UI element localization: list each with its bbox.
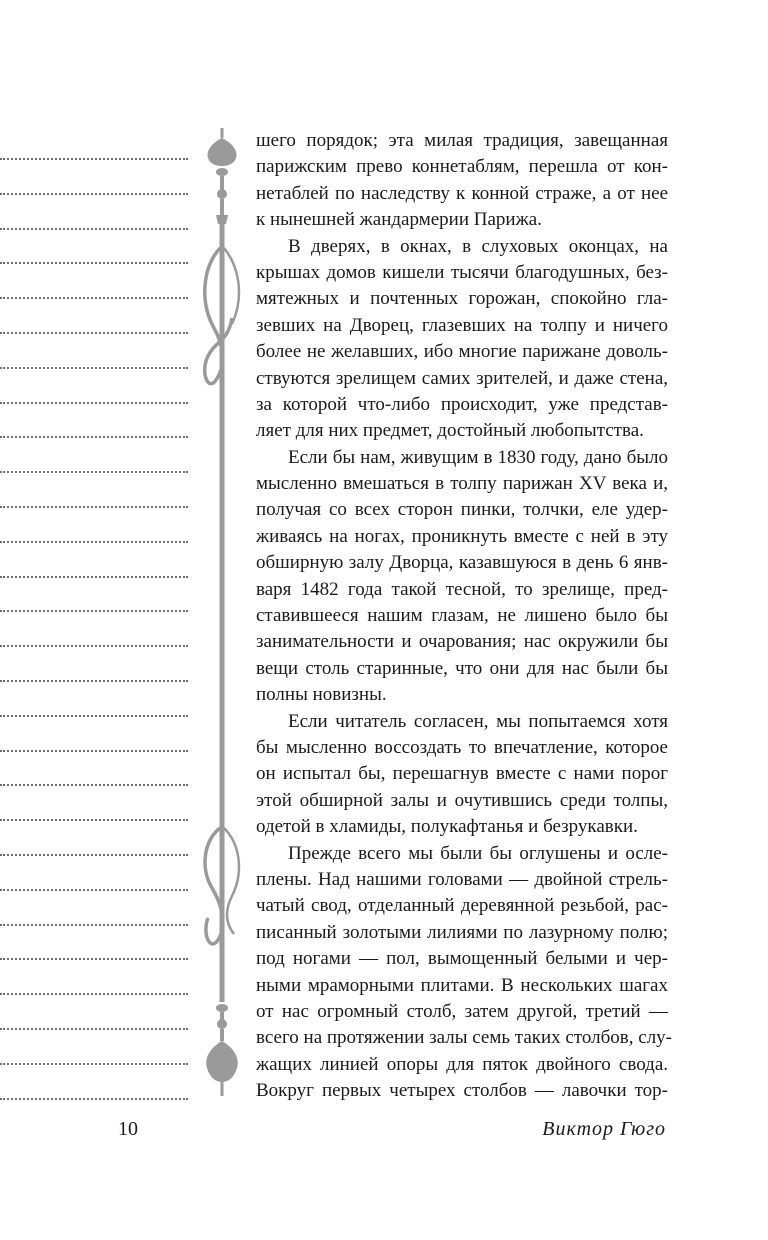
note-line (0, 958, 188, 960)
text-line: получая со всех сторон пинки, толчки, еле удер- (256, 499, 668, 521)
text-line: варя 1482 года такой тесной, то зрелище, пред- (256, 578, 668, 600)
text-line: за которой что-либо происходит, уже представ- (256, 393, 668, 415)
note-line (0, 610, 188, 612)
note-line (0, 819, 188, 821)
note-line (0, 158, 188, 160)
note-line (0, 541, 188, 543)
text-line: зевших на Дворец, глазевших на толпу и ничего (256, 314, 668, 336)
note-line (0, 506, 188, 508)
body-text (256, 128, 673, 1104)
text-line: плены. Над нашими головами — двойной стрель- (256, 868, 668, 890)
note-line (0, 471, 188, 473)
text-line: Если бы нам, живущим в 1830 году, дано было (288, 446, 668, 468)
note-line (0, 680, 188, 682)
text-line: Прежде всего мы были бы оглушены и осле- (288, 842, 668, 864)
text-line: обширную залу Дворца, казавшуюся в день 6 янв- (256, 552, 668, 574)
text-line: ставившееся нашим глазам, не лишено было бы (256, 605, 668, 627)
note-line (0, 750, 188, 752)
text-line: этой обширной залы и очутившись среди толпы, (256, 789, 668, 811)
text-line: В дверях, в окнах, в слуховых оконцах, на (288, 235, 668, 257)
text-line: под ногами — пол, вымощенный белыми и чер- (256, 948, 668, 970)
text-line: живаясь на ногах, проникнуть вместе с ней в эту (256, 525, 668, 547)
text-line: полны новизны. (256, 684, 387, 706)
text-line: шего порядок; эта милая традиция, завещанная (256, 130, 668, 151)
note-line (0, 993, 188, 995)
page-number: 10 (118, 1118, 138, 1140)
note-line (0, 576, 188, 578)
note-line (0, 1063, 188, 1065)
note-line (0, 297, 188, 299)
note-line (0, 436, 188, 438)
text-line: к нынешней жандармерии Парижа. (256, 209, 542, 231)
text-line: ляет для них предмет, достойный любопытства. (256, 420, 644, 442)
text-line: всего на протяжении залы семь таких столбов, слу- (256, 1027, 673, 1049)
text-line: ствуются зрелищем самих зрителей, и даже стена, (256, 367, 668, 389)
note-line (0, 645, 188, 647)
text-line: крышах домов кишели тысячи благодушных, без- (256, 261, 668, 283)
note-line (0, 889, 188, 891)
note-line (0, 924, 188, 926)
note-line (0, 332, 188, 334)
note-line (0, 228, 188, 230)
note-line (0, 854, 188, 856)
text-line: писанный золотыми лилиями по лазурному полю; (256, 921, 668, 943)
note-line (0, 402, 188, 404)
text-line: Если читатель согласен, мы попытаемся хотя (288, 710, 668, 732)
text-line: парижским прево коннетаблям, перешла от кон- (256, 156, 668, 178)
text-line: мятежных и почтенных горожан, спокойно гла- (256, 288, 668, 310)
text-line: ными мраморными плитами. В нескольких шагах (256, 974, 668, 996)
note-line (0, 1098, 188, 1100)
text-line: Вокруг первых четырех столбов — лавочки тор- (256, 1080, 668, 1102)
text-line: нетаблей по наследству к конной страже, а от нее (256, 182, 668, 204)
text-line: более не желавших, ибо многие парижане доволь- (256, 341, 668, 363)
text-line: жащих линией опоры для пяток двойного свода. (256, 1053, 668, 1075)
note-line (0, 193, 188, 195)
text-line: одетой в хламиды, полукафтанья и безрукавки. (256, 816, 638, 838)
text-line: занимательности и очарования; нас окружили бы (256, 631, 668, 653)
text-line: вещи столь старинные, что они для нас были бы (256, 657, 668, 679)
text-line: чатый свод, отделанный деревянной резьбой, рас- (256, 895, 668, 917)
note-line (0, 1028, 188, 1030)
text-line: от нас огромный столб, затем другой, третий — (256, 1000, 668, 1022)
note-line (0, 262, 188, 264)
note-line (0, 367, 188, 369)
note-line (0, 715, 188, 717)
text-line: бы мысленно воссоздать то впечатление, которое (256, 736, 668, 758)
text-line: мысленно вмешаться в толпу парижан XV века и, (256, 473, 668, 495)
note-line (0, 784, 188, 786)
running-head-author: Виктор Гюго (542, 1118, 666, 1140)
ornamental-rule-icon (196, 128, 248, 1098)
notes-column (0, 0, 190, 1100)
text-line: он испытал бы, перешагнув вместе с нами порог (256, 763, 668, 785)
